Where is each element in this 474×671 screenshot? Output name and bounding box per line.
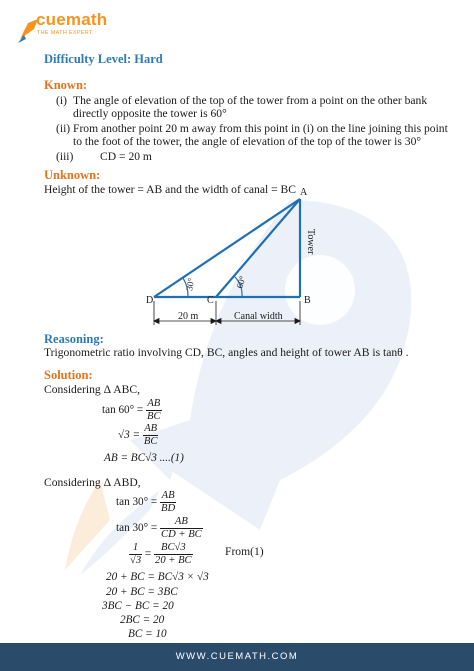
considering-abd: Considering Δ ABD,	[44, 476, 141, 489]
known-item-2-text: From another point 20 m away from this point in (i) on the line joining this point	[73, 122, 448, 135]
solution-heading: Solution:	[44, 368, 93, 382]
angle-60-label: 60°	[234, 274, 248, 290]
known-heading: Known:	[44, 78, 88, 92]
equation-6-note: From(1)	[225, 545, 264, 558]
line-da	[154, 199, 300, 297]
label-b: B	[304, 295, 311, 306]
difficulty-label: Difficulty Level: Hard	[44, 52, 163, 66]
reasoning-text	[44, 346, 409, 359]
angle-30-label: 30°	[184, 277, 197, 292]
equation-5: tan 30° = $\frac{AB}{CD + BC}$	[116, 516, 202, 540]
equation-7: 20 + BC = BC√3 × √3	[106, 571, 209, 583]
tower-label: Tower	[305, 229, 316, 255]
known-item-2-text-cont: to the foot of the tower, the angle of elevation of the top of the tower is 30°	[73, 135, 422, 148]
known-item-1-text-cont: directly opposite the tower is 60°	[73, 107, 227, 120]
known-item-3-marker: (iii)	[56, 150, 74, 163]
reasoning-sentence: Trigonometric ratio involving CD, BC, angles and height of tower AB is	[44, 346, 381, 359]
tower-diagram	[138, 185, 318, 335]
equation-11: BC = 10	[128, 628, 167, 640]
unknown-heading: Unknown:	[44, 168, 101, 182]
reasoning-heading: Reasoning:	[44, 332, 104, 346]
equation-2: √3 = $\frac{AB}{BC}$	[118, 423, 158, 447]
label-a: A	[300, 187, 308, 198]
label-d: D	[146, 295, 154, 306]
label-c: C	[207, 295, 214, 306]
equation-8: 20 + BC = 3BC	[106, 586, 178, 598]
equation-1: tan 60° = $\frac{AB}{BC}$	[102, 398, 161, 422]
brand-name: cuemath	[36, 10, 108, 29]
footer-url: WWW.CUEMATH.COM	[175, 651, 299, 662]
known-item-3-text: CD = 20 m	[100, 150, 152, 163]
unknown-text: Height of the tower = AB and the width of canal = BC	[44, 183, 296, 196]
equation-4: tan 30° = $\frac{AB}{BD}$	[116, 490, 176, 514]
dim-cd: 20 m	[178, 311, 199, 322]
footer-bar	[0, 643, 474, 671]
equation-6: $\frac{1}{√3}$ = $\frac{BC√3}{20 + BC}$	[130, 542, 192, 566]
equation-9: 3BC − BC = 20	[102, 600, 174, 612]
equation-10: 2BC = 20	[120, 614, 165, 626]
known-item-1-text: The angle of elevation of the top of the tower from a point on the other bank	[73, 94, 428, 107]
considering-abc: Considering Δ ABC,	[44, 383, 141, 396]
dim-bc: Canal width	[234, 311, 283, 322]
equation-3: AB = BC√3 ....(1)	[104, 452, 184, 464]
reasoning-ratio: tanθ .	[383, 346, 409, 359]
known-item-2-marker: (ii)	[56, 122, 71, 135]
known-item-1-marker: (i)	[56, 94, 67, 107]
brand-tagline: THE MATH EXPERT	[37, 30, 93, 36]
